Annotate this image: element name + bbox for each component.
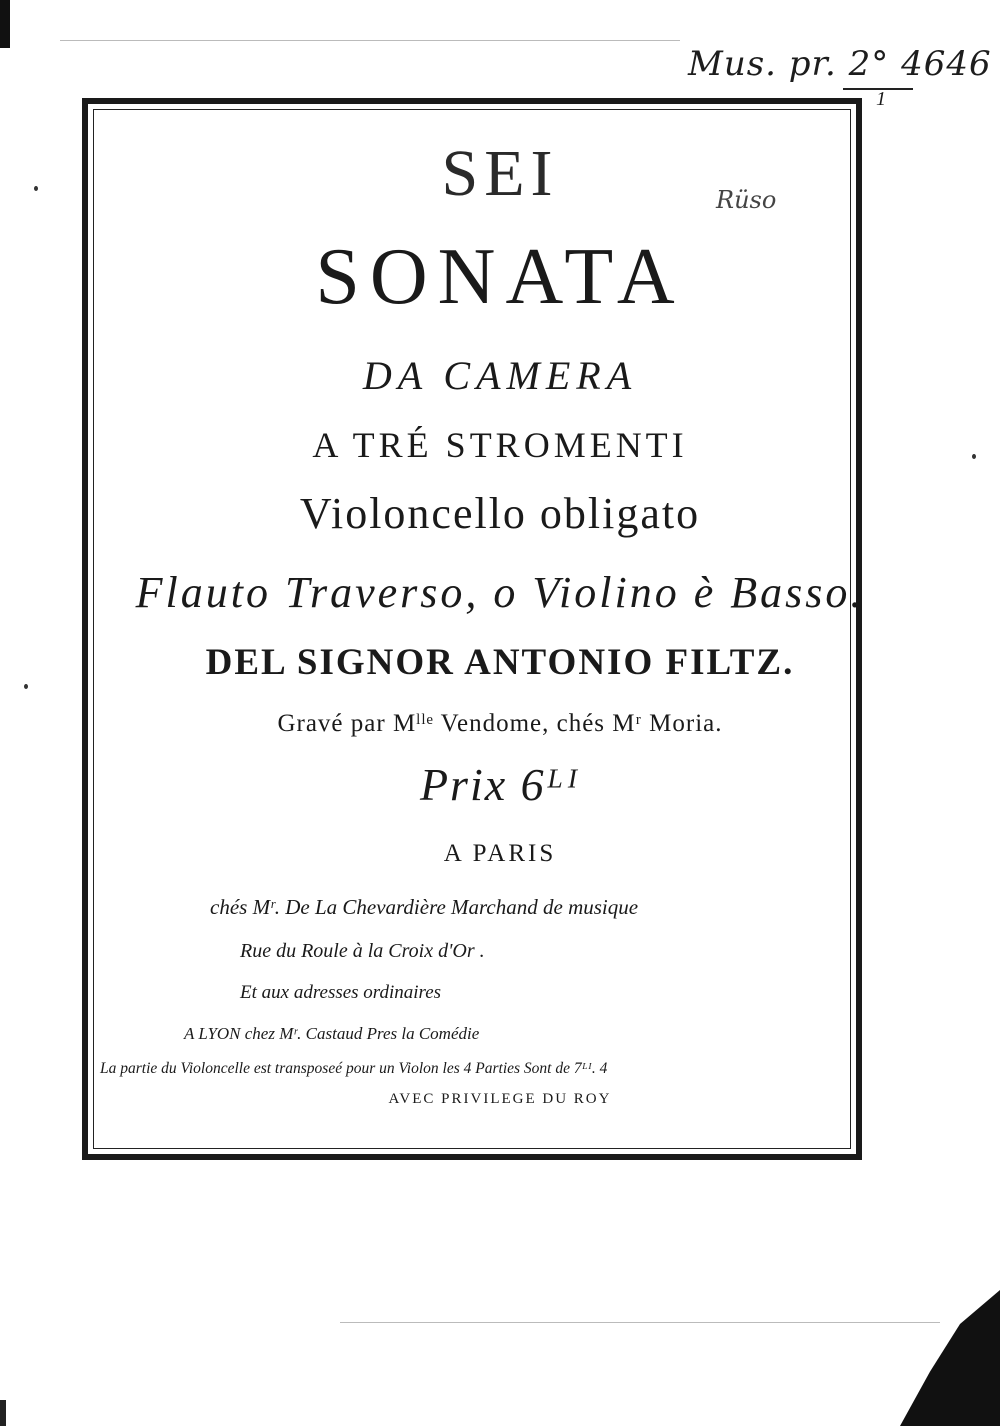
- imprint-lyon: A LYON chez Mʳ. Castaud Pres la Comédie: [184, 1024, 480, 1043]
- title-sei: SEI: [441, 137, 559, 210]
- imprint-addresses: Et aux adresses ordinaires: [240, 982, 442, 1003]
- imprint-city: A PARIS: [443, 840, 557, 867]
- pencil-annotation: Rüso: [716, 186, 777, 214]
- imprint-publisher: chés Mʳ. De La Chevardière Marchand de musique: [210, 895, 639, 919]
- scan-edge-mark: [0, 0, 10, 48]
- title-instruments: A TRÉ STROMENTI: [312, 425, 688, 465]
- imprint-privilege: AVEC PRIVILEGE DU ROY: [388, 1091, 612, 1107]
- composer-line: DEL SIGNOR ANTONIO FILTZ.: [205, 642, 795, 683]
- ink-spot: [24, 684, 28, 689]
- title-da-camera: DA CAMERA: [362, 353, 638, 398]
- scan-edge-mark: [0, 1400, 6, 1426]
- scan-line: [340, 1322, 940, 1323]
- imprint-note: La partie du Violoncelle est transposeé pour un Violon les 4 Parties Sont de 7ᴸᴵ. 4: [100, 1060, 608, 1077]
- shelfmark-annotation: Mus. pr. 2° 4646: [688, 44, 992, 84]
- price-line: Prix 6ᴸᴵ: [419, 759, 581, 810]
- imprint-street: Rue du Roule à la Croix d'Or .: [240, 940, 485, 962]
- title-sonata: SONATA: [315, 233, 685, 321]
- shelfmark-sub-annotation: 1: [876, 88, 886, 110]
- title-flauto: Flauto Traverso, o Violino è Basso.: [135, 568, 865, 617]
- engraver-line: Gravé par Mˡˡᵉ Vendome, chés Mʳ Moria.: [277, 710, 723, 737]
- scan-corner-shadow: [900, 1290, 1000, 1426]
- title-violoncello: Violoncello obligato: [299, 489, 701, 538]
- scan-line: [60, 40, 680, 41]
